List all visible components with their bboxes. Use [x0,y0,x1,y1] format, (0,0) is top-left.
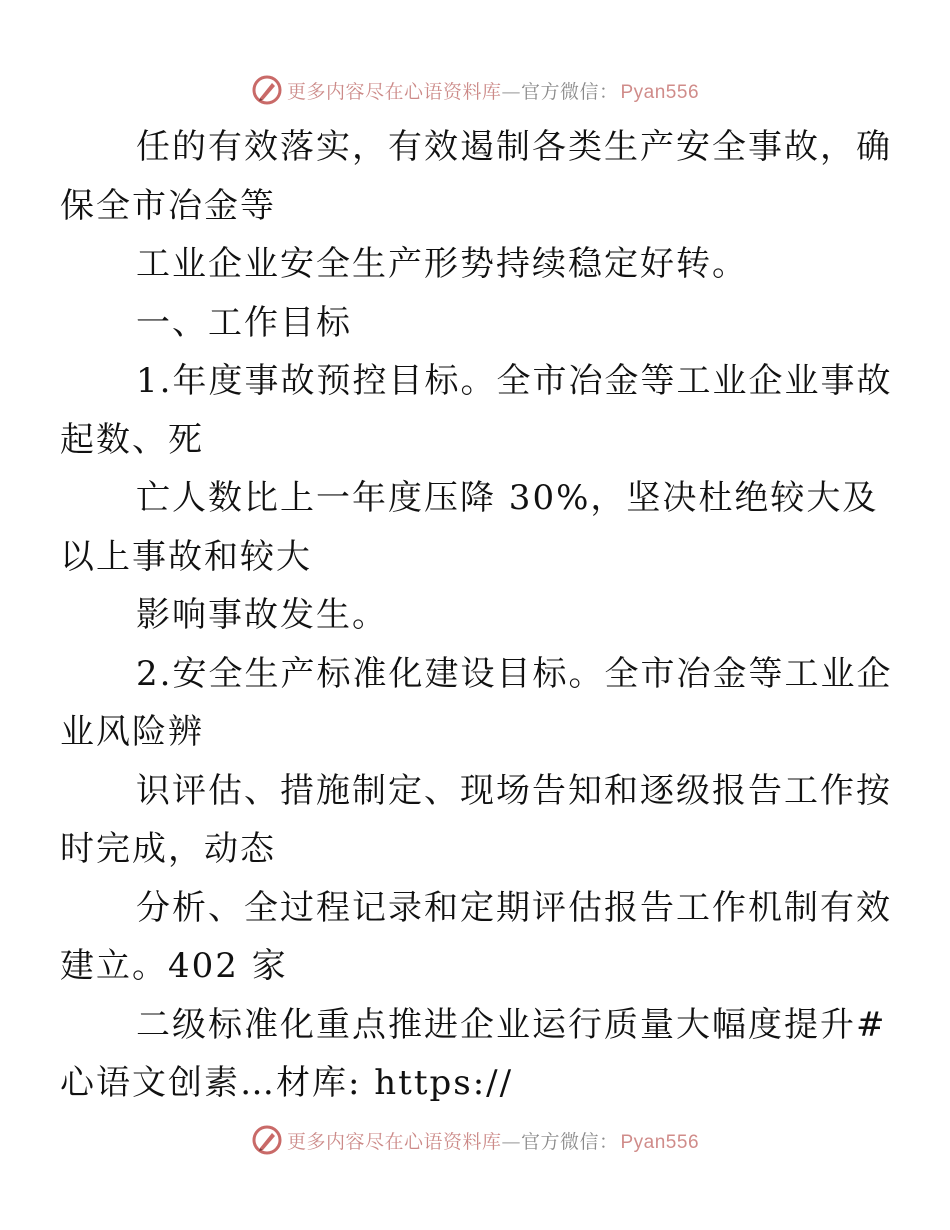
paragraph-line: 保全市冶金等 [60,185,276,226]
paragraph-line: 分析、全过程记录和定期评估报告工作机制有效 [136,887,892,928]
paragraph-line: 时完成，动态 [60,829,276,869]
paragraph [98,586,858,645]
section-heading [98,294,858,353]
paragraph-line: 心语文创素…材库: https:// [60,1063,514,1103]
document-body [60,118,893,1113]
paragraph [60,469,879,586]
paragraph-line: 一、工作目标 [136,302,352,343]
paragraph-line: 影响事故发生。 [136,595,388,635]
paragraph [60,762,892,879]
watermark-text [287,77,699,104]
watermark-text [287,1127,699,1154]
paragraph-line: 2.安全生产标准化建设目标。全市冶金等工业企 [136,653,893,694]
paragraph-line: 亡人数比上一年度压降 30%，坚决杜绝较大及 [136,478,879,518]
watermark-wechat-label: 官方微信： [520,80,619,103]
paragraph [60,118,892,235]
watermark-wechat-id: Pyan556 [620,81,700,103]
paragraph [60,352,893,469]
pen-logo-icon [251,1124,283,1156]
paragraph [60,645,893,762]
watermark-main-text: 更多内容尽在心语资料库 [286,80,502,103]
paragraph-line: 识评估、措施制定、现场告知和逐级报告工作按 [136,770,892,811]
paragraph [60,996,887,1113]
footer-watermark-banner [0,1120,950,1160]
paragraph-line: 任的有效落实，有效遏制各类生产安全事故，确 [136,127,892,167]
paragraph-line: 起数、死 [60,419,204,460]
watermark-dash: — [501,80,521,103]
paragraph [98,235,858,294]
watermark-wechat-label: 官方微信： [520,1130,619,1153]
pen-logo-icon [251,74,283,106]
watermark-main-text: 更多内容尽在心语资料库 [286,1130,502,1153]
watermark-wechat-id: Pyan556 [620,1131,700,1153]
paragraph-line: 建立。402 家 [60,946,288,986]
paragraph-line: 工业企业安全生产形势持续稳定好转。 [136,244,748,284]
paragraph-line: 以上事故和较大 [60,536,312,577]
watermark-dash: — [501,1130,521,1153]
paragraph-line: 1.年度事故预控目标。全市冶金等工业企业事故 [136,361,893,401]
paragraph-line: 业风险辨 [60,712,204,752]
paragraph-line: 二级标准化重点推进企业运行质量大幅度提升# [136,1004,887,1045]
paragraph [60,879,892,996]
header-watermark-banner [0,70,950,110]
